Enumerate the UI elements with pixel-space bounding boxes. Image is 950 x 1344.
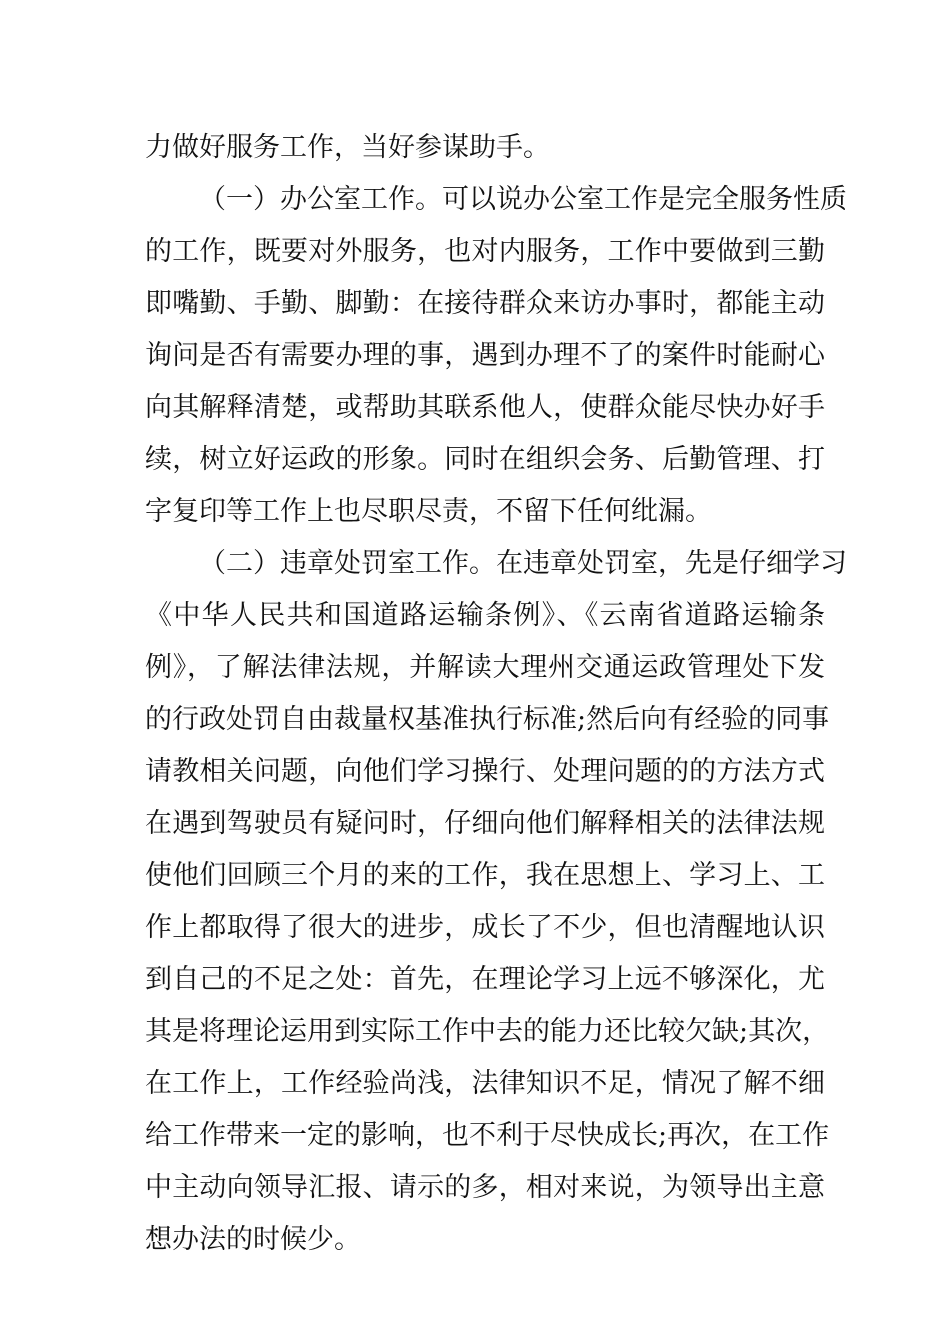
text-line: 即嘴勤、手勤、脚勤：在接待群众来访办事时，都能主动 xyxy=(145,288,825,319)
text-line: 的工作，既要对外服务，也对内服务，工作中要做到三勤 xyxy=(145,236,825,267)
text-line: 其是将理论运用到实际工作中去的能力还比较欠缺;其次， xyxy=(145,1016,830,1047)
text-line: 作上都取得了很大的进步，成长了不少，但也清醒地认识 xyxy=(145,912,825,943)
text-line: 想办法的时候少。 xyxy=(145,1224,361,1255)
text-line: 字复印等工作上也尽职尽责，不留下任何纰漏。 xyxy=(145,496,712,527)
paragraph-2-first-line: （二）违章处罚室工作。在违章处罚室，先是仔细学习 xyxy=(199,548,847,579)
text-line: 的行政处罚自由裁量权基准执行标准;然后向有经验的同事 xyxy=(145,704,830,735)
text-line: 询问是否有需要办理的事，遇到办理不了的案件时能耐心 xyxy=(145,340,825,371)
text-line: 例》，了解法律法规，并解读大理州交通运政管理处下发 xyxy=(145,652,825,683)
text-line: 《中华人民共和国道路运输条例》、《云南省道路运输条 xyxy=(145,600,825,631)
text-line: 续，树立好运政的形象。同时在组织会务、后勤管理、打 xyxy=(145,444,825,475)
text-line: 中主动向领导汇报、请示的多，相对来说，为领导出主意 xyxy=(145,1172,825,1203)
text-line: 请教相关问题，向他们学习操行、处理问题的的方法方式 xyxy=(145,756,825,787)
text-line: 给工作带来一定的影响，也不利于尽快成长;再次，在工作 xyxy=(145,1120,830,1151)
paragraph-1-first-line: （一）办公室工作。可以说办公室工作是完全服务性质 xyxy=(199,184,847,215)
text-line: 在遇到驾驶员有疑问时，仔细向他们解释相关的法律法规 xyxy=(145,808,825,839)
text-line: 向其解释清楚，或帮助其联系他人，使群众能尽快办好手 xyxy=(145,392,825,423)
text-line: 在工作上，工作经验尚浅，法律知识不足，情况了解不细 xyxy=(145,1068,825,1099)
text-line: 到自己的不足之处：首先，在理论学习上远不够深化，尤 xyxy=(145,964,825,995)
text-line: 使他们回顾三个月的来的工作，我在思想上、学习上、工 xyxy=(145,860,825,891)
text-line: 力做好服务工作，当好参谋助手。 xyxy=(145,132,550,163)
